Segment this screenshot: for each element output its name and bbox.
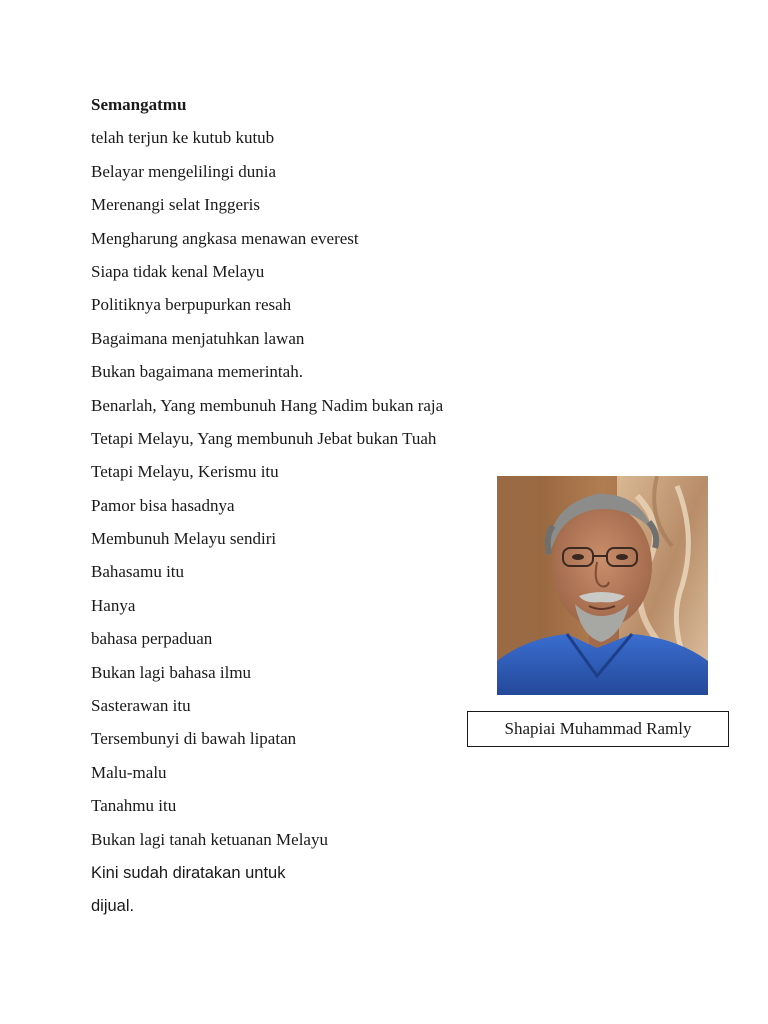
poem-line: Tersembunyi di bawah lipatan: [91, 729, 297, 749]
poem-line: Bukan lagi tanah ketuanan Melayu: [91, 829, 328, 849]
poem-line: Tetapi Melayu, Yang membunuh Jebat bukan Tuah: [91, 428, 437, 448]
photo-caption: Shapiai Muhammad Ramly: [467, 711, 729, 747]
poem-line: bahasa perpaduan: [91, 629, 213, 649]
poem-line: Membunuh Melayu sendiri: [91, 529, 277, 549]
poem-line: Pamor bisa hasadnya: [91, 495, 235, 515]
author-portrait-photo: [497, 476, 708, 695]
poem-line: Tetapi Melayu, Kerismu itu: [91, 462, 279, 482]
poem: [91, 92, 491, 927]
poem-line: dijual.: [91, 897, 135, 916]
poem-line: Hanya: [91, 595, 136, 615]
poem-line: Bagaimana menjatuhkan lawan: [91, 328, 305, 348]
poem-line: Benarlah, Yang membunuh Hang Nadim bukan raja: [91, 395, 444, 415]
poem-line: telah terjun ke kutub kutub: [91, 128, 275, 148]
poem-line: Bahasamu itu: [91, 562, 185, 582]
poem-line: Siapa tidak kenal Melayu: [91, 261, 265, 281]
portrait-illustration: [497, 476, 708, 695]
poem-title: Semangatmu: [91, 95, 187, 114]
poem-line: Kini sudah diratakan untuk: [91, 863, 286, 882]
poem-line: Sasterawan itu: [91, 696, 191, 716]
poem-line: Tanahmu itu: [91, 796, 177, 816]
poem-line: Bukan bagaimana memerintah.: [91, 362, 303, 382]
poem-line: Politiknya berpupurkan resah: [91, 295, 292, 315]
poem-line: Belayar mengelilingi dunia: [91, 161, 277, 181]
poem-line: Malu-malu: [91, 762, 167, 782]
poem-line: Merenangi selat Inggeris: [91, 195, 260, 215]
poem-line: Mengharung angkasa menawan everest: [91, 228, 359, 248]
poem-line: Bukan lagi bahasa ilmu: [91, 662, 252, 682]
